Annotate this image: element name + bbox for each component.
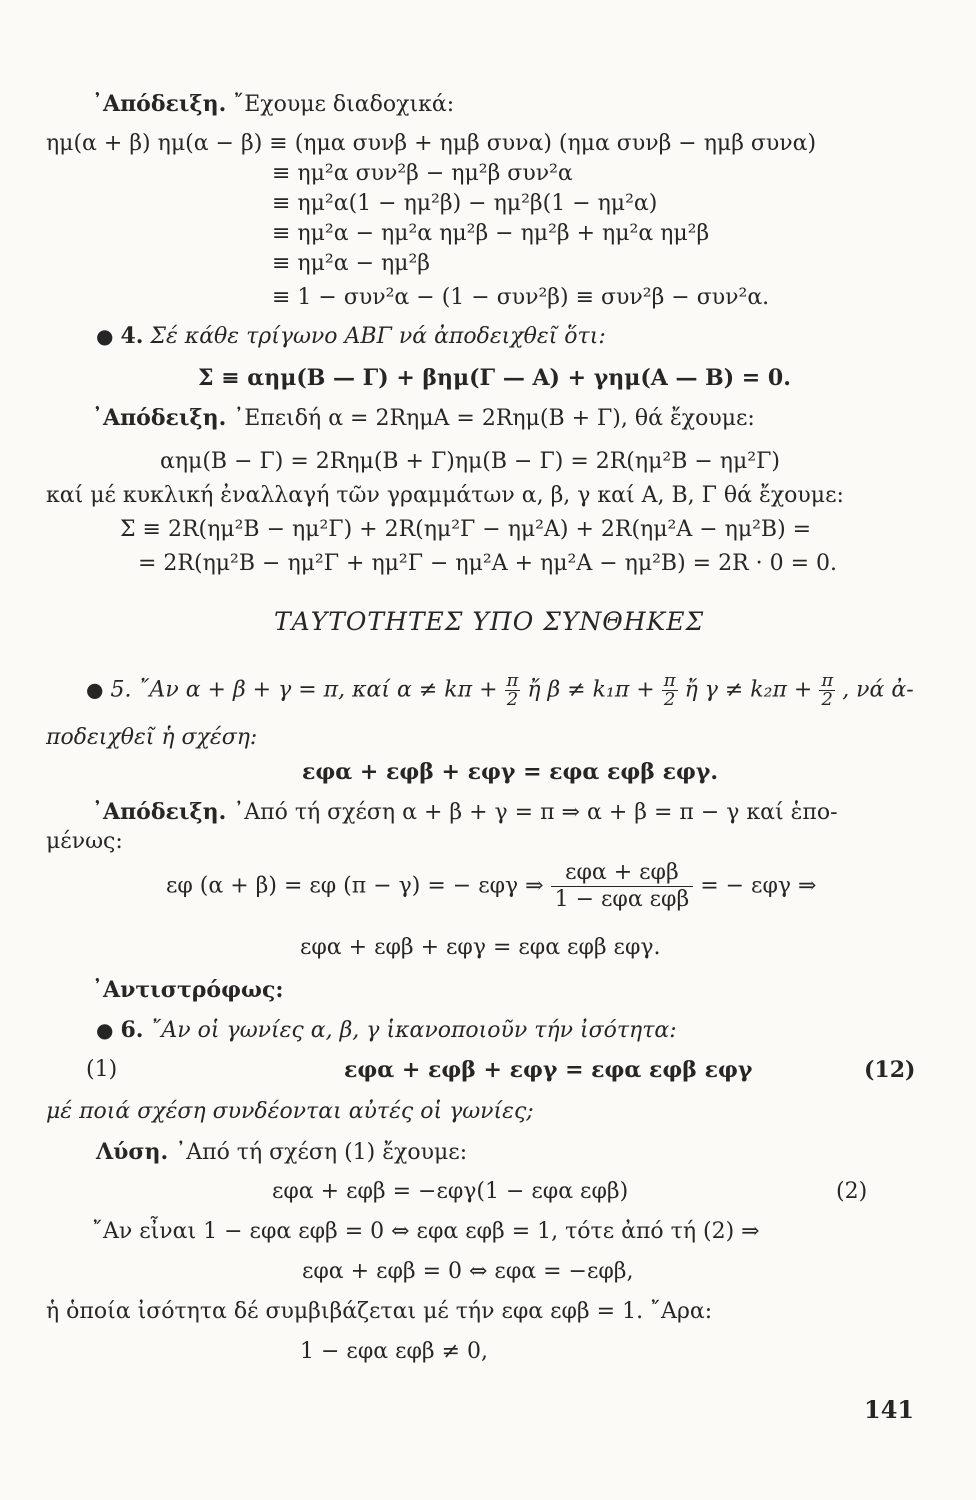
equation-line: εφα + εφβ + εφγ = εφα εφβ εφγ. (300, 935, 661, 960)
text-line: καί μέ κυκλική ἐναλλαγή τῶν γραμμάτων α, β, γ καί Α, Β, Γ θά ἔχουμε: (46, 483, 844, 508)
equation-part: = − εφγ ⇒ (700, 873, 817, 899)
page-number: 141 (864, 1395, 915, 1424)
proof-label: ᾿Απόδειξη. (92, 405, 227, 431)
equation-line: Σ ≡ 2R(ημ²Β − ημ²Γ) + 2R(ημ²Γ − ημ²Α) + 2R(ημ²Α − ημ²Β) = (120, 517, 812, 542)
fraction-pi-over-2: $\frac{\pi}{2}$ (663, 670, 676, 710)
equation-line: ημ(α + β) ημ(α − β) ≡ (ημα συνβ + ημβ συνα) (ημα συνβ − ημβ συνα) (46, 131, 817, 156)
equation-tag: (1) (86, 1057, 118, 1082)
equation-line: 1 − εφα εφβ ≠ 0, (300, 1339, 488, 1364)
equation-line: αημ(Β − Γ) = 2Rημ(Β + Γ)ημ(Β − Γ) = 2R(ημ²Β − ημ²Γ) (160, 449, 780, 474)
equation-part: εφ (α + β) = εφ (π − γ) = − εφγ ⇒ (166, 873, 544, 899)
equation-line: = 2R(ημ²Β − ημ²Γ + ημ²Γ − ημ²Α + ημ²Α − ημ²Β) = 2R · 0 = 0. (138, 551, 838, 576)
equation-line: ≡ ημ²α − ημ²β (272, 251, 431, 276)
exercise-text: Σέ κάθε τρίγωνο ΑΒΓ νά ἀποδειχθεῖ ὅτι: (150, 324, 606, 349)
fraction-pi-over-2: $\frac{\pi}{2}$ (506, 670, 519, 710)
exercise-6-statement (96, 1016, 677, 1045)
equation-line: Σ ≡ αημ(Β — Γ) + βημ(Γ — Α) + γημ(Α — Β) = 0. (198, 365, 791, 391)
bullet-icon: ● (96, 1018, 114, 1042)
text-line: ἡ ὁποία ἰσότητα δέ συμβιβάζεται μέ τήν εφα εφβ = 1. ῎Αρα: (46, 1299, 713, 1324)
exercise-4-statement (96, 322, 606, 351)
text-line: μένως: (46, 829, 123, 854)
proof-text: ᾿Επειδή α = 2RημΑ = 2Rημ(Β + Γ), θά ἔχουμε: (233, 406, 755, 431)
equation-line: ≡ 1 − συν²α − (1 − συν²β) ≡ συν²β − συν²α. (272, 285, 770, 310)
exercise-5-statement (86, 672, 914, 709)
fraction-pi-over-2: $\frac{\pi}{2}$ (821, 670, 834, 710)
solution-text: ᾿Από τή σχέση (1) ἔχουμε: (175, 1140, 468, 1165)
text-line: μέ ποιά σχέση συνδέονται αὐτές οἱ γωνίες; (46, 1099, 534, 1124)
exercise-number: 6. (120, 1017, 144, 1043)
equation-line: εφα + εφβ + εφγ = εφα εφβ εφγ. (302, 759, 719, 785)
equation-line (166, 860, 816, 913)
exercise-text: ἤ β ≠ k₁π + (527, 677, 655, 703)
proof-line (92, 404, 755, 433)
exercise-text: ἤ γ ≠ k₂π + (684, 677, 813, 703)
solution-line (96, 1138, 467, 1167)
proof-line (92, 798, 838, 827)
equation-reference: (2) (836, 1179, 868, 1204)
proof-label: ᾿Απόδειξη. (92, 91, 227, 117)
proof-text: ᾿Από τή σχέση α + β + γ = π ⇒ α + β = π − γ καί ἑπο- (233, 800, 838, 825)
exercise-text: 5. ῎Αν α + β + γ = π, καί α ≠ kπ + (110, 677, 498, 703)
solution-label: Λύση. (96, 1139, 169, 1165)
bullet-icon: ● (96, 324, 114, 348)
converse-label: ᾿Αντιστρόφως: (92, 977, 284, 1003)
fraction: $\frac{\text{εφα + εφβ}}{\text{1 − εφα εφβ}}$ (551, 860, 694, 913)
proof-label: ᾿Απόδειξη. (92, 799, 227, 825)
equation-line: εφα + εφβ = −εφγ(1 − εφα εφβ) (272, 1179, 629, 1204)
section-heading: ΤΑΥΤΟΤΗΤΕΣ ΥΠΟ ΣΥΝΘΗΚΕΣ (274, 607, 705, 636)
text-line: ῎Αν εἶναι 1 − εφα εφβ = 0 ⇔ εφα εφβ = 1, τότε ἀπό τή (2) ⇒ (92, 1219, 760, 1244)
equation-line: ≡ ημ²α(1 − ημ²β) − ημ²β(1 − ημ²α) (272, 191, 658, 216)
equation-line: εφα + εφβ + εφγ = εφα εφβ εφγ (344, 1057, 753, 1083)
exercise-text: , νά ἀ- (842, 677, 914, 703)
text-line: ποδειχθεῖ ἡ σχέση: (46, 725, 258, 750)
proof-line-1 (92, 90, 454, 119)
proof-intro-text: ῎Εχουμε διαδοχικά: (233, 92, 455, 117)
equation-line: εφα + εφβ = 0 ⇔ εφα = −εφβ, (302, 1259, 634, 1284)
equation-line: ≡ ημ²α − ημ²α ημ²β − ημ²β + ημ²α ημ²β (272, 221, 710, 246)
exercise-text: ῎Αν οἱ γωνίες α, β, γ ἱκανοποιοῦν τήν ἰσότητα: (150, 1018, 677, 1043)
equation-line: ≡ ημ²α συν²β − ημ²β συν²α (272, 161, 573, 186)
equation-reference: (12) (864, 1057, 916, 1083)
exercise-number: 4. (120, 323, 144, 349)
bullet-icon: ● (86, 677, 104, 702)
